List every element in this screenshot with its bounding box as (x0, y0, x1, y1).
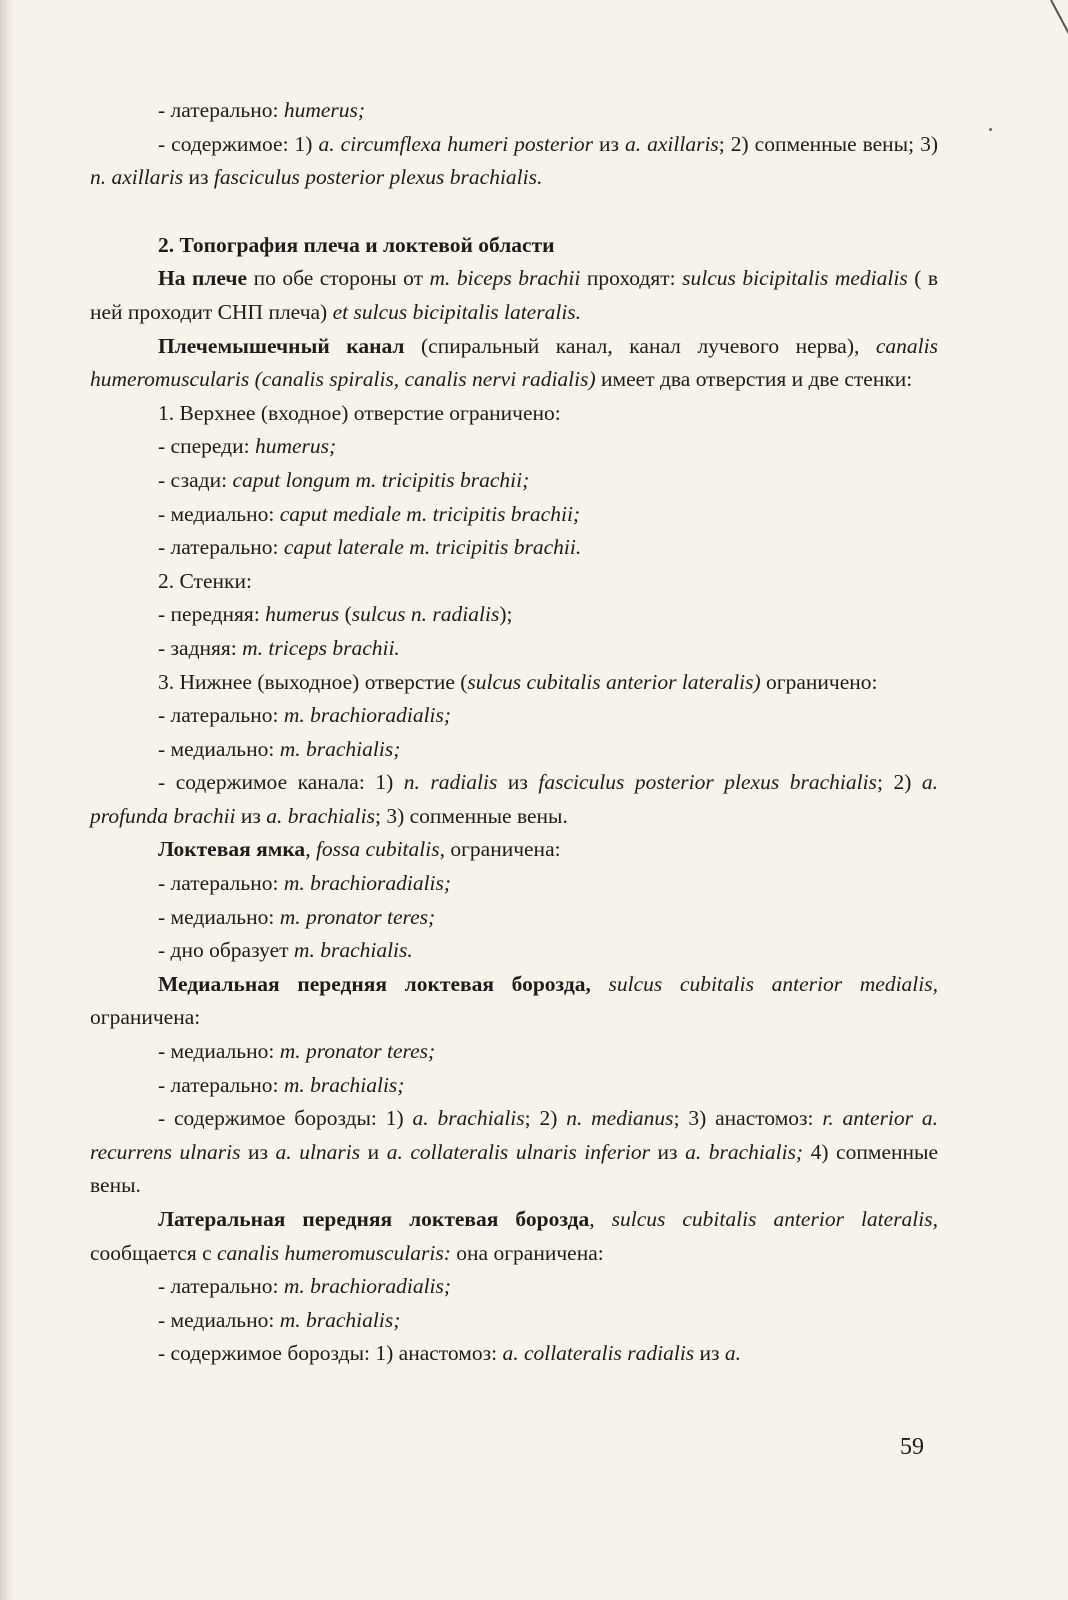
bold-term: На плече (158, 266, 248, 291)
text-run: (спиральный канал, канал лучевого нерва), (404, 333, 876, 358)
latin-term: fasciculus posterior plexus brachialis (538, 770, 877, 795)
list-item (90, 901, 938, 935)
page-edge-shadow (0, 0, 14, 1600)
text-run: - задняя: (158, 635, 243, 660)
bold-term: Латеральная передняя локтевая борозда (158, 1207, 590, 1231)
text-run: ( (339, 602, 352, 627)
latin-term: caput laterale m. tricipitis brachii. (283, 535, 582, 560)
latin-term: m. brachialis; (279, 736, 401, 761)
text-run: из (235, 803, 267, 828)
text-run: из (593, 131, 625, 156)
line-contents-axillary (90, 128, 938, 195)
list-item (90, 1337, 938, 1371)
list-item (90, 666, 938, 700)
text-run: 4) сопменные вены. (90, 1139, 938, 1198)
text-run: ; 2) (524, 1106, 567, 1131)
latin-term: m. pronator teres; (279, 904, 436, 929)
latin-term: a. ulnaris (275, 1139, 361, 1164)
list-item (90, 1304, 938, 1338)
latin-term: m. brachioradialis; (283, 703, 452, 728)
latin-term: fossa cubitalis (315, 837, 440, 862)
latin-term: a. brachialis (266, 803, 375, 828)
text-run: , (305, 837, 316, 862)
list-item (90, 699, 938, 733)
list-item (90, 498, 938, 532)
text-run: она ограничена: (450, 1240, 604, 1265)
latin-term: a. profunda brachii (90, 770, 939, 828)
text-run: , (589, 1207, 612, 1231)
text-run: из (694, 1341, 725, 1366)
text-run: - медиально: (158, 1307, 280, 1332)
text-run: - латерально: (158, 703, 284, 728)
latin-term: a. brachialis (412, 1106, 525, 1131)
latin-term: m. triceps brachii. (242, 635, 400, 660)
text-run: - латерально: (158, 871, 284, 896)
text-run: ограничено: (760, 669, 878, 694)
latin-term: a. brachialis; (685, 1139, 804, 1164)
text-run: 3. Нижнее (выходное) отверстие ( (158, 669, 468, 694)
latin-term: sulcus bicipitalis medialis (682, 266, 908, 291)
latin-term: m. brachioradialis; (283, 1274, 452, 1299)
latin-term: sulcus n. radialis (351, 602, 500, 627)
list-item (90, 430, 938, 464)
list-item (90, 632, 938, 666)
latin-term: humerus; (254, 434, 337, 459)
text-run: - содержимое борозды: 1) анастомоз: (158, 1341, 503, 1366)
latin-term: a. circumflexa humeri posterior (318, 131, 593, 156)
text-run: ; 3) анастомоз: (673, 1106, 823, 1131)
text-run: , ограничена: (90, 971, 938, 1030)
text-run: - латерально: (158, 1274, 284, 1299)
latin-term: sulcus cubitalis anterior lateralis) (467, 669, 761, 694)
text-run: - латерально: (158, 98, 284, 122)
list-item (90, 733, 938, 767)
text-run: - медиально: (158, 736, 280, 761)
latin-term: humerus; (283, 98, 366, 122)
text-run: , сообщается с (90, 1207, 938, 1265)
text-run: из (650, 1139, 686, 1164)
list-item (90, 598, 938, 632)
list-item (90, 867, 938, 901)
text-run: ); (499, 602, 513, 627)
list-item (90, 531, 938, 565)
text-run: из (497, 770, 539, 795)
latin-term: m. brachialis; (279, 1307, 401, 1332)
text-run: - латерально: (158, 1072, 284, 1097)
text-run: - передняя: (158, 602, 266, 627)
para-arm (90, 262, 938, 329)
text-run: - спереди: (158, 434, 255, 459)
list-item (90, 766, 938, 833)
para-cubital-fossa (90, 833, 938, 867)
heading-text: 2. Топография плеча и локтевой области (158, 232, 555, 257)
line-lateral-humerus (90, 94, 938, 128)
latin-term: a. axillaris (625, 131, 719, 156)
list-item (90, 1102, 938, 1203)
text-run: проходят: (580, 266, 683, 291)
text-run: ; 2) (876, 770, 922, 795)
text-run: из (183, 165, 214, 190)
text-run: из (240, 1139, 276, 1164)
latin-term: n. axillaris (90, 165, 184, 190)
text-run: имеет два отверстия и две стенки: (595, 367, 913, 392)
text-run: - содержимое канала: 1) (158, 770, 404, 795)
latin-term: m. biceps brachii (429, 266, 581, 291)
text-run: , ограничена: (439, 837, 561, 862)
list-item (90, 397, 938, 431)
latin-term: m. brachialis. (293, 938, 413, 963)
text-run: ; 3) сопменные вены. (374, 803, 568, 828)
list-item (90, 1069, 938, 1103)
text-run: - дно образует (158, 938, 294, 963)
page-number: 59 (900, 1434, 924, 1460)
latin-term: et sulcus bicipitalis lateralis. (332, 299, 582, 324)
latin-term: caput longum m. tricipitis brachii; (232, 467, 530, 492)
latin-term: fasciculus posterior plexus brachialis. (213, 165, 543, 190)
latin-term: canalis humeromuscularis (canalis spiralis, canalis nervi radialis) (90, 333, 938, 392)
text-run: ( в ней проходит СНП плеча) (90, 266, 938, 324)
text-run: - медиально: (158, 501, 280, 526)
latin-term: n. medianus (566, 1106, 674, 1131)
latin-term: canalis humeromuscularis: (217, 1240, 451, 1265)
list-item (90, 1270, 938, 1304)
text-run: - латерально: (158, 535, 284, 560)
text-run: - содержимое: 1) (158, 131, 319, 156)
latin-term: a. (724, 1341, 742, 1366)
list-item (90, 934, 938, 968)
text-run: 2. Стенки: (158, 568, 252, 593)
text-run: - сзади: (158, 467, 233, 492)
text-run: 1. Верхнее (входное) отверстие ограничено: (158, 400, 561, 425)
latin-term: a. collateralis radialis (502, 1341, 695, 1366)
text-run: - медиально: (158, 904, 280, 929)
text-run: по обе стороны от (247, 266, 430, 291)
bold-term: Локтевая ямка (158, 837, 306, 862)
list-item (90, 565, 938, 599)
latin-term: sulcus cubitalis anterior lateralis (611, 1207, 933, 1231)
bold-term: Медиальная передняя локтевая борозда, (158, 971, 591, 996)
latin-term: m. pronator teres; (279, 1039, 436, 1064)
text-run: ; 2) сопменные вены; 3) (718, 131, 939, 156)
spacer (90, 195, 938, 229)
para-lateral-groove (90, 1203, 938, 1270)
text-run: и (360, 1139, 387, 1164)
latin-term: sulcus cubitalis anterior medialis (590, 971, 933, 996)
section-heading (90, 229, 938, 263)
body-text (90, 94, 938, 1371)
bold-term: Плечемышечный канал (158, 333, 405, 358)
latin-term: n. radialis (403, 770, 498, 795)
latin-term: r. anterior a. recurrens ulnaris (90, 1106, 938, 1164)
text-run: - медиально: (158, 1039, 280, 1064)
latin-term: caput mediale m. tricipitis brachii; (279, 501, 581, 526)
scan-speck (989, 128, 992, 131)
para-medial-groove (90, 968, 938, 1035)
corner-scan-mark (1050, 0, 1068, 39)
text-run: - содержимое борозды: 1) (158, 1106, 413, 1131)
latin-term: a. collateralis ulnaris inferior (386, 1139, 650, 1164)
list-item (90, 464, 938, 498)
latin-term: m. brachialis; (283, 1072, 405, 1097)
latin-term: m. brachioradialis; (283, 871, 452, 896)
list-item (90, 1035, 938, 1069)
latin-term: humerus (265, 602, 340, 627)
para-humeromuscular-canal (90, 330, 938, 397)
